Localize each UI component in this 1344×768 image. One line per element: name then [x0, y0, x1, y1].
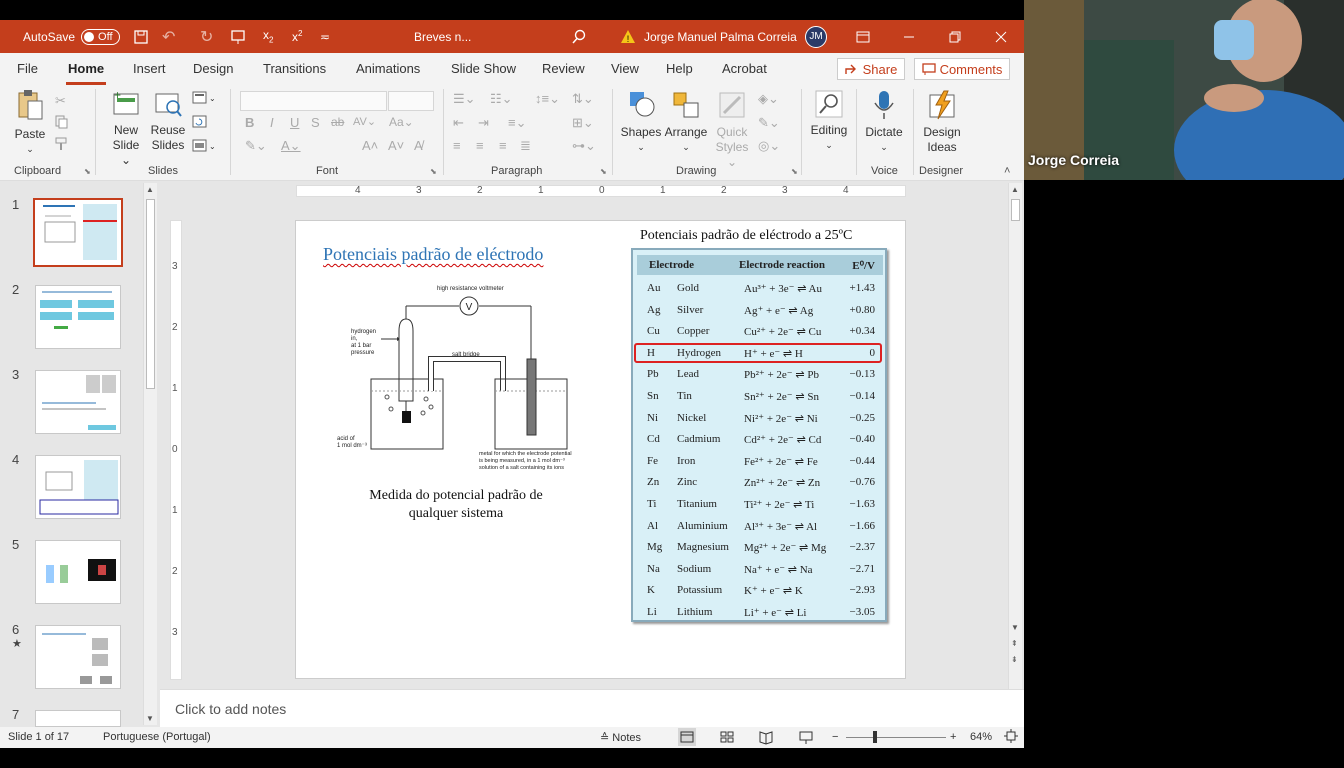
electrode-name: Potassium: [677, 584, 723, 597]
svg-text:1 mol dm⁻³: 1 mol dm⁻³: [337, 443, 367, 449]
autosave-toggle[interactable]: Off: [81, 29, 119, 45]
electrode-potential: +0.34: [849, 325, 875, 338]
tab-transitions[interactable]: Transitions: [263, 61, 327, 76]
document-title: Breves n...: [414, 29, 472, 44]
svg-text:in,: in,: [351, 336, 358, 342]
paste-button[interactable]: Paste ⌄: [12, 89, 48, 157]
zoom-level[interactable]: 64%: [970, 731, 993, 743]
table-row: [637, 368, 883, 386]
electrode-name: Silver: [677, 303, 704, 316]
group-label-slides: Slides: [148, 165, 178, 177]
electrode-reaction: Au³⁺ + 3e⁻ ⇌ Au: [744, 283, 822, 295]
bold-icon[interactable]: B: [245, 115, 255, 130]
smartart-icon[interactable]: ⊶⌄: [572, 138, 596, 153]
electrode-symbol: Fe: [647, 454, 658, 467]
table-row: [637, 412, 883, 430]
zoom-out-icon[interactable]: −: [832, 731, 839, 743]
thumb-number: 2: [12, 282, 20, 297]
electrode-potential: −0.44: [849, 454, 875, 467]
dialog-launcher-icon[interactable]: ⬊: [84, 167, 91, 176]
electrode-name: Copper: [677, 325, 710, 338]
electrode-name: Nickel: [677, 411, 707, 424]
share-icon: [845, 63, 859, 75]
electrode-name: Tin: [677, 390, 692, 402]
table-row: [637, 520, 883, 538]
electrode-symbol: Li: [647, 606, 657, 618]
thumb-number: 3: [12, 367, 20, 382]
electrode-diagram: [331, 281, 591, 481]
electrode-symbol: K: [647, 584, 655, 597]
cut-icon[interactable]: ✂: [55, 93, 66, 108]
justify-icon[interactable]: ≣: [520, 138, 531, 153]
tab-acrobat[interactable]: Acrobat: [722, 61, 767, 76]
electrode-reaction: Zn²⁺ + 2e⁻ ⇌ Zn: [744, 477, 821, 490]
shape-fill-icon[interactable]: ◈⌄: [758, 91, 779, 106]
avatar[interactable]: JM: [805, 26, 827, 48]
font-size-combo[interactable]: [388, 91, 434, 111]
superscript-icon[interactable]: $x^2$: [292, 29, 303, 44]
electrode-potential: −0.13: [849, 368, 875, 381]
status-bar: [0, 727, 1024, 748]
electrode-name: Cadmium: [677, 433, 721, 446]
svg-text:hydrogen: hydrogen: [351, 329, 377, 335]
design-ideas-button[interactable]: Design Ideas: [918, 89, 966, 155]
tab-home[interactable]: Home: [68, 61, 105, 76]
table-header: [637, 255, 883, 275]
electrode-reaction: Ti²⁺ + 2e⁻ ⇌ Ti: [744, 499, 815, 511]
quick-styles-icon: [716, 89, 748, 121]
table-row: [637, 584, 883, 602]
slide-thumbnail-6[interactable]: [35, 625, 121, 689]
minimize-icon[interactable]: [903, 20, 915, 53]
electrode-name: Aluminium: [677, 519, 728, 532]
electrode-reaction: Fe²⁺ + 2e⁻ ⇌ Fe: [744, 455, 818, 468]
svg-text:!: !: [626, 33, 630, 44]
electrode-name: Iron: [677, 454, 696, 467]
thumbnails-scrollbar[interactable]: ▲ ▼: [143, 183, 157, 725]
tab-insert[interactable]: Insert: [133, 61, 166, 76]
tab-view[interactable]: View: [611, 61, 639, 76]
tab-design[interactable]: Design: [193, 61, 234, 76]
reading-view-icon[interactable]: [758, 729, 774, 748]
bullets-icon[interactable]: ☰⌄: [453, 91, 476, 106]
present-icon[interactable]: [230, 20, 246, 53]
slide-thumbnail-7[interactable]: [35, 710, 121, 727]
animation-star-icon: ★: [12, 638, 22, 650]
group-label-font: Font: [316, 165, 339, 177]
new-slide-button[interactable]: + New Slide ⌄: [112, 89, 140, 167]
table-row: [637, 304, 883, 322]
align-right-icon[interactable]: ≡: [499, 138, 507, 153]
font-dialog-launcher-icon[interactable]: ⬊: [430, 167, 437, 176]
strikethrough-icon[interactable]: ab: [331, 115, 345, 129]
close-icon[interactable]: [995, 20, 1007, 53]
shapes-icon: [625, 89, 657, 121]
ribbon-display-icon[interactable]: [855, 20, 871, 53]
slide-title[interactable]: Potenciais padrão de eléctrodo: [323, 244, 544, 264]
shapes-button[interactable]: Shapes ⌄: [620, 89, 662, 155]
electrode-reaction: Na⁺ + e⁻ ⇌ Na: [744, 563, 813, 576]
svg-text:⌄: ⌄: [209, 142, 216, 151]
electrode-reaction: Ni²⁺ + 2e⁻ ⇌ Ni: [744, 412, 818, 425]
thumb-number: 4: [12, 452, 20, 467]
electrode-reaction: Cu²⁺ + 2e⁻ ⇌ Cu: [744, 326, 822, 339]
electrode-reaction: H⁺ + e⁻ ⇌ H: [744, 347, 803, 360]
align-center-icon[interactable]: ≡: [476, 138, 484, 153]
electrode-potential: −0.25: [849, 411, 875, 424]
voltmeter-symbol: V: [465, 302, 473, 313]
zoom-slider[interactable]: [846, 737, 946, 738]
fit-slide-icon[interactable]: [1004, 729, 1018, 746]
diagram-caption[interactable]: Medida do potencial padrão de qualquer sistema: [369, 488, 543, 521]
electrode-name: Sodium: [677, 562, 712, 575]
electrode-potential: −0.14: [849, 390, 875, 402]
reuse-slides-button[interactable]: Reuse Slides: [148, 89, 188, 153]
section-icon[interactable]: [192, 139, 216, 156]
electrode-symbol: Mg: [647, 541, 663, 554]
grow-font-icon[interactable]: A˄: [362, 138, 379, 153]
slide-canvas[interactable]: [295, 220, 906, 679]
electrode-name: Titanium: [677, 498, 717, 510]
electrode-symbol: Sn: [647, 390, 659, 402]
electrode-potential: +0.80: [849, 303, 875, 316]
thumb-number: 5: [12, 537, 20, 552]
electrode-name: Gold: [677, 282, 699, 294]
copy-icon[interactable]: [55, 115, 69, 132]
table-row: [637, 282, 883, 300]
svg-text:at 1 bar: at 1 bar: [351, 343, 372, 349]
top-black-bar: [0, 0, 1024, 20]
electrode-symbol: Al: [647, 519, 658, 532]
autosave-label: AutoSave: [23, 29, 76, 44]
restore-icon[interactable]: [949, 20, 961, 53]
shrink-font-icon[interactable]: A˅: [388, 138, 405, 153]
electrode-potential: −0.76: [849, 476, 875, 489]
electrode-potential: −0.40: [849, 433, 875, 446]
arrange-icon: [670, 89, 702, 121]
slide-thumbnail-5[interactable]: [35, 540, 121, 604]
notes-pane[interactable]: [160, 689, 1024, 727]
tab-slide-show[interactable]: Slide Show: [451, 61, 517, 76]
format-painter-icon[interactable]: [55, 137, 69, 154]
align-left-icon[interactable]: ≡: [453, 138, 461, 153]
layout-icon[interactable]: [192, 91, 216, 108]
numbering-icon[interactable]: ☷⌄: [490, 91, 513, 106]
microphone-icon: [869, 89, 899, 121]
table-row: [637, 325, 883, 343]
editing-button[interactable]: Editing ⌄: [806, 89, 852, 153]
highlight-icon[interactable]: ✎⌄: [245, 138, 267, 153]
table-row: [637, 498, 883, 516]
slide-sorter-icon[interactable]: [719, 729, 735, 748]
slide-thumbnail-4[interactable]: [35, 455, 121, 519]
svg-text:metal for which the electrode: metal for which the electrode potential: [479, 451, 572, 457]
shadow-icon[interactable]: S: [311, 115, 320, 130]
text-direction-icon[interactable]: ⇅⌄: [572, 91, 594, 106]
electrode-potential: −1.63: [849, 498, 875, 510]
undo-icon[interactable]: ↶: [162, 28, 176, 46]
slide-counter: Slide 1 of 17: [8, 731, 70, 743]
electrode-potential: +1.43: [849, 282, 875, 294]
autosave[interactable]: [23, 20, 120, 53]
reset-icon[interactable]: [192, 115, 208, 132]
electrode-symbol: Zn: [647, 476, 660, 489]
spacing-icon[interactable]: AV⌄: [353, 116, 377, 128]
group-label-designer: Designer: [919, 165, 964, 177]
electrode-potential: −1.66: [849, 519, 875, 532]
notes-placeholder[interactable]: Click to add notes: [175, 701, 287, 717]
electrode-reaction: K⁺ + e⁻ ⇌ K: [744, 585, 803, 598]
tab-help[interactable]: Help: [666, 61, 693, 76]
group-label-clipboard: Clipboard: [14, 165, 62, 177]
electrode-potential-table[interactable]: [631, 248, 887, 622]
design-ideas-icon: [926, 89, 958, 121]
electrode-symbol: Au: [647, 282, 661, 294]
slide-thumbnails-pane: [0, 181, 160, 727]
redo-icon[interactable]: ↻: [200, 28, 214, 46]
voltmeter-label: high resistance voltmeter: [437, 286, 504, 292]
participant-name: Jorge Correia: [1028, 152, 1120, 168]
customize-qat-icon[interactable]: ≂: [320, 29, 331, 44]
group-label-drawing: Drawing: [676, 165, 717, 177]
electrode-potential: −2.71: [849, 562, 875, 575]
new-slide-icon: [111, 89, 141, 119]
user-name[interactable]: Jorge Manuel Palma Correia: [644, 29, 797, 44]
electrode-reaction: Cd²⁺ + 2e⁻ ⇌ Cd: [744, 434, 822, 447]
table-row: [637, 606, 883, 624]
tab-animations[interactable]: Animations: [356, 61, 421, 76]
paste-icon: [15, 89, 45, 123]
svg-text:pressure: pressure: [351, 350, 375, 356]
salt-bridge-label: salt bridge: [452, 352, 480, 358]
horizontal-ruler: 4 3 2 1 0 1 2 3 4: [296, 185, 906, 197]
electrode-reaction: Li⁺ + e⁻ ⇌ Li: [744, 607, 807, 619]
search-icon[interactable]: [571, 20, 587, 53]
thumb-number: 1: [12, 197, 20, 212]
zoom-in-icon[interactable]: +: [950, 731, 957, 743]
electrode-reaction: Al³⁺ + 3e⁻ ⇌ Al: [744, 520, 818, 533]
table-row: [637, 455, 883, 473]
participant-video[interactable]: [1024, 0, 1344, 180]
normal-view-icon[interactable]: [678, 728, 696, 746]
ribbon: [0, 85, 1024, 181]
slide-thumbnail-1[interactable]: [33, 198, 123, 267]
table-row: [637, 433, 883, 451]
zoom-slider-thumb[interactable]: [873, 731, 877, 743]
font-name-combo[interactable]: [240, 91, 387, 111]
comments-button[interactable]: Comments: [914, 58, 1010, 80]
vertical-ruler: 3 2 1 0 1 2 3: [170, 220, 182, 680]
electrode-symbol: Cu: [647, 325, 660, 338]
electrode-name: Lead: [677, 368, 699, 381]
table-row: [637, 563, 883, 581]
electrode-name: Hydrogen: [677, 346, 721, 359]
header-electrode: Electrode: [649, 259, 695, 271]
collapse-ribbon-icon[interactable]: ˄: [1004, 165, 1011, 177]
electrode-potential: −2.37: [849, 541, 875, 554]
svg-text:+: +: [114, 89, 122, 102]
align-text-icon[interactable]: ⊞⌄: [572, 115, 594, 130]
electrode-symbol: H: [647, 346, 655, 359]
electrode-reaction: Pb²⁺ + 2e⁻ ⇌ Pb: [744, 369, 819, 382]
line-spacing-icon[interactable]: ↕≡⌄: [535, 91, 560, 106]
table-title[interactable]: Potenciais padrão de eléctrodo a 25ºC: [640, 228, 853, 243]
bottom-black-bar: [0, 748, 1024, 768]
svg-text:solution of a salt containing: solution of a salt containing its ions: [479, 465, 564, 471]
notes-icon: ≙: [600, 732, 610, 744]
shape-effects-icon[interactable]: ◎⌄: [758, 138, 781, 153]
slide-thumbnail-3[interactable]: [35, 370, 121, 434]
reuse-slides-icon: [153, 89, 183, 119]
header-potential: E⁰/V: [852, 260, 875, 272]
group-label-paragraph: Paragraph: [491, 165, 543, 177]
svg-text:⌄: ⌄: [209, 94, 216, 103]
electrode-symbol: Pb: [647, 368, 659, 381]
drawing-dialog-launcher-icon[interactable]: ⬊: [791, 167, 798, 176]
video-panel-background: [1024, 180, 1344, 768]
dictate-button[interactable]: Dictate ⌄: [861, 89, 907, 155]
shape-outline-icon[interactable]: ✎⌄: [758, 115, 780, 130]
group-label-voice: Voice: [871, 165, 898, 177]
slide-thumbnail-2[interactable]: [35, 285, 121, 349]
slide-scrollbar[interactable]: ▲ ▼ ⇞ ⇟: [1008, 183, 1022, 689]
slideshow-view-icon[interactable]: [798, 729, 814, 748]
table-row: [637, 541, 883, 559]
thumb-number: 6: [12, 622, 20, 637]
electrode-symbol: Cd: [647, 433, 660, 446]
save-icon[interactable]: [133, 20, 149, 53]
electrode-name: Lithium: [677, 606, 713, 618]
tab-file[interactable]: File: [17, 61, 38, 76]
arrange-button[interactable]: Arrange ⌄: [664, 89, 708, 155]
hydrogen-row-highlight: [634, 343, 882, 363]
table-row: [637, 390, 883, 408]
comment-icon: [922, 63, 936, 75]
underline-icon[interactable]: U: [290, 115, 300, 130]
share-button[interactable]: Share: [837, 58, 905, 80]
tab-review[interactable]: Review: [542, 61, 585, 76]
electrode-symbol: Ti: [647, 498, 657, 510]
decrease-indent-icon[interactable]: ⇤: [453, 115, 464, 130]
electrode-potential: −2.93: [849, 584, 875, 597]
font-color-icon[interactable]: A⌄: [281, 138, 301, 153]
table-row: [637, 476, 883, 494]
electrode-reaction: Ag⁺ + e⁻ ⇌ Ag: [744, 304, 814, 317]
electrode-name: Zinc: [677, 476, 698, 489]
notes-button[interactable]: ≙ Notes: [600, 732, 642, 744]
columns-icon[interactable]: ≡⌄: [508, 115, 527, 130]
electrode-name: Magnesium: [677, 541, 729, 554]
change-case-icon[interactable]: Aa⌄: [389, 115, 414, 129]
electrode-potential: 0: [869, 346, 875, 359]
quick-styles-button[interactable]: Quick Styles ⌄: [710, 89, 754, 170]
svg-text:is being measured, in a 1 mol: is being measured, in a 1 mol dm⁻³: [479, 458, 565, 464]
electrode-symbol: Na: [647, 562, 660, 575]
increase-indent-icon[interactable]: ⇥: [478, 115, 489, 130]
title-bar: [0, 20, 1024, 53]
electrode-symbol: Ni: [647, 411, 658, 424]
italic-icon[interactable]: I: [270, 115, 274, 130]
clear-format-icon[interactable]: A̸: [414, 138, 423, 153]
paragraph-dialog-launcher-icon[interactable]: ⬊: [600, 167, 607, 176]
warning-icon[interactable]: [620, 20, 636, 53]
electrode-potential: −3.05: [849, 606, 875, 618]
header-reaction: Electrode reaction: [739, 259, 826, 271]
electrode-symbol: Ag: [647, 303, 661, 316]
thumb-number: 7: [12, 707, 20, 722]
electrode-reaction: Sn²⁺ + 2e⁻ ⇌ Sn: [744, 391, 819, 403]
language-status[interactable]: Portuguese (Portugal): [103, 731, 211, 743]
find-icon: [814, 89, 844, 119]
svg-text:acid of: acid of: [337, 436, 355, 442]
electrode-reaction: Mg²⁺ + 2e⁻ ⇌ Mg: [744, 542, 827, 555]
subscript-icon[interactable]: $x_2$: [263, 28, 274, 45]
